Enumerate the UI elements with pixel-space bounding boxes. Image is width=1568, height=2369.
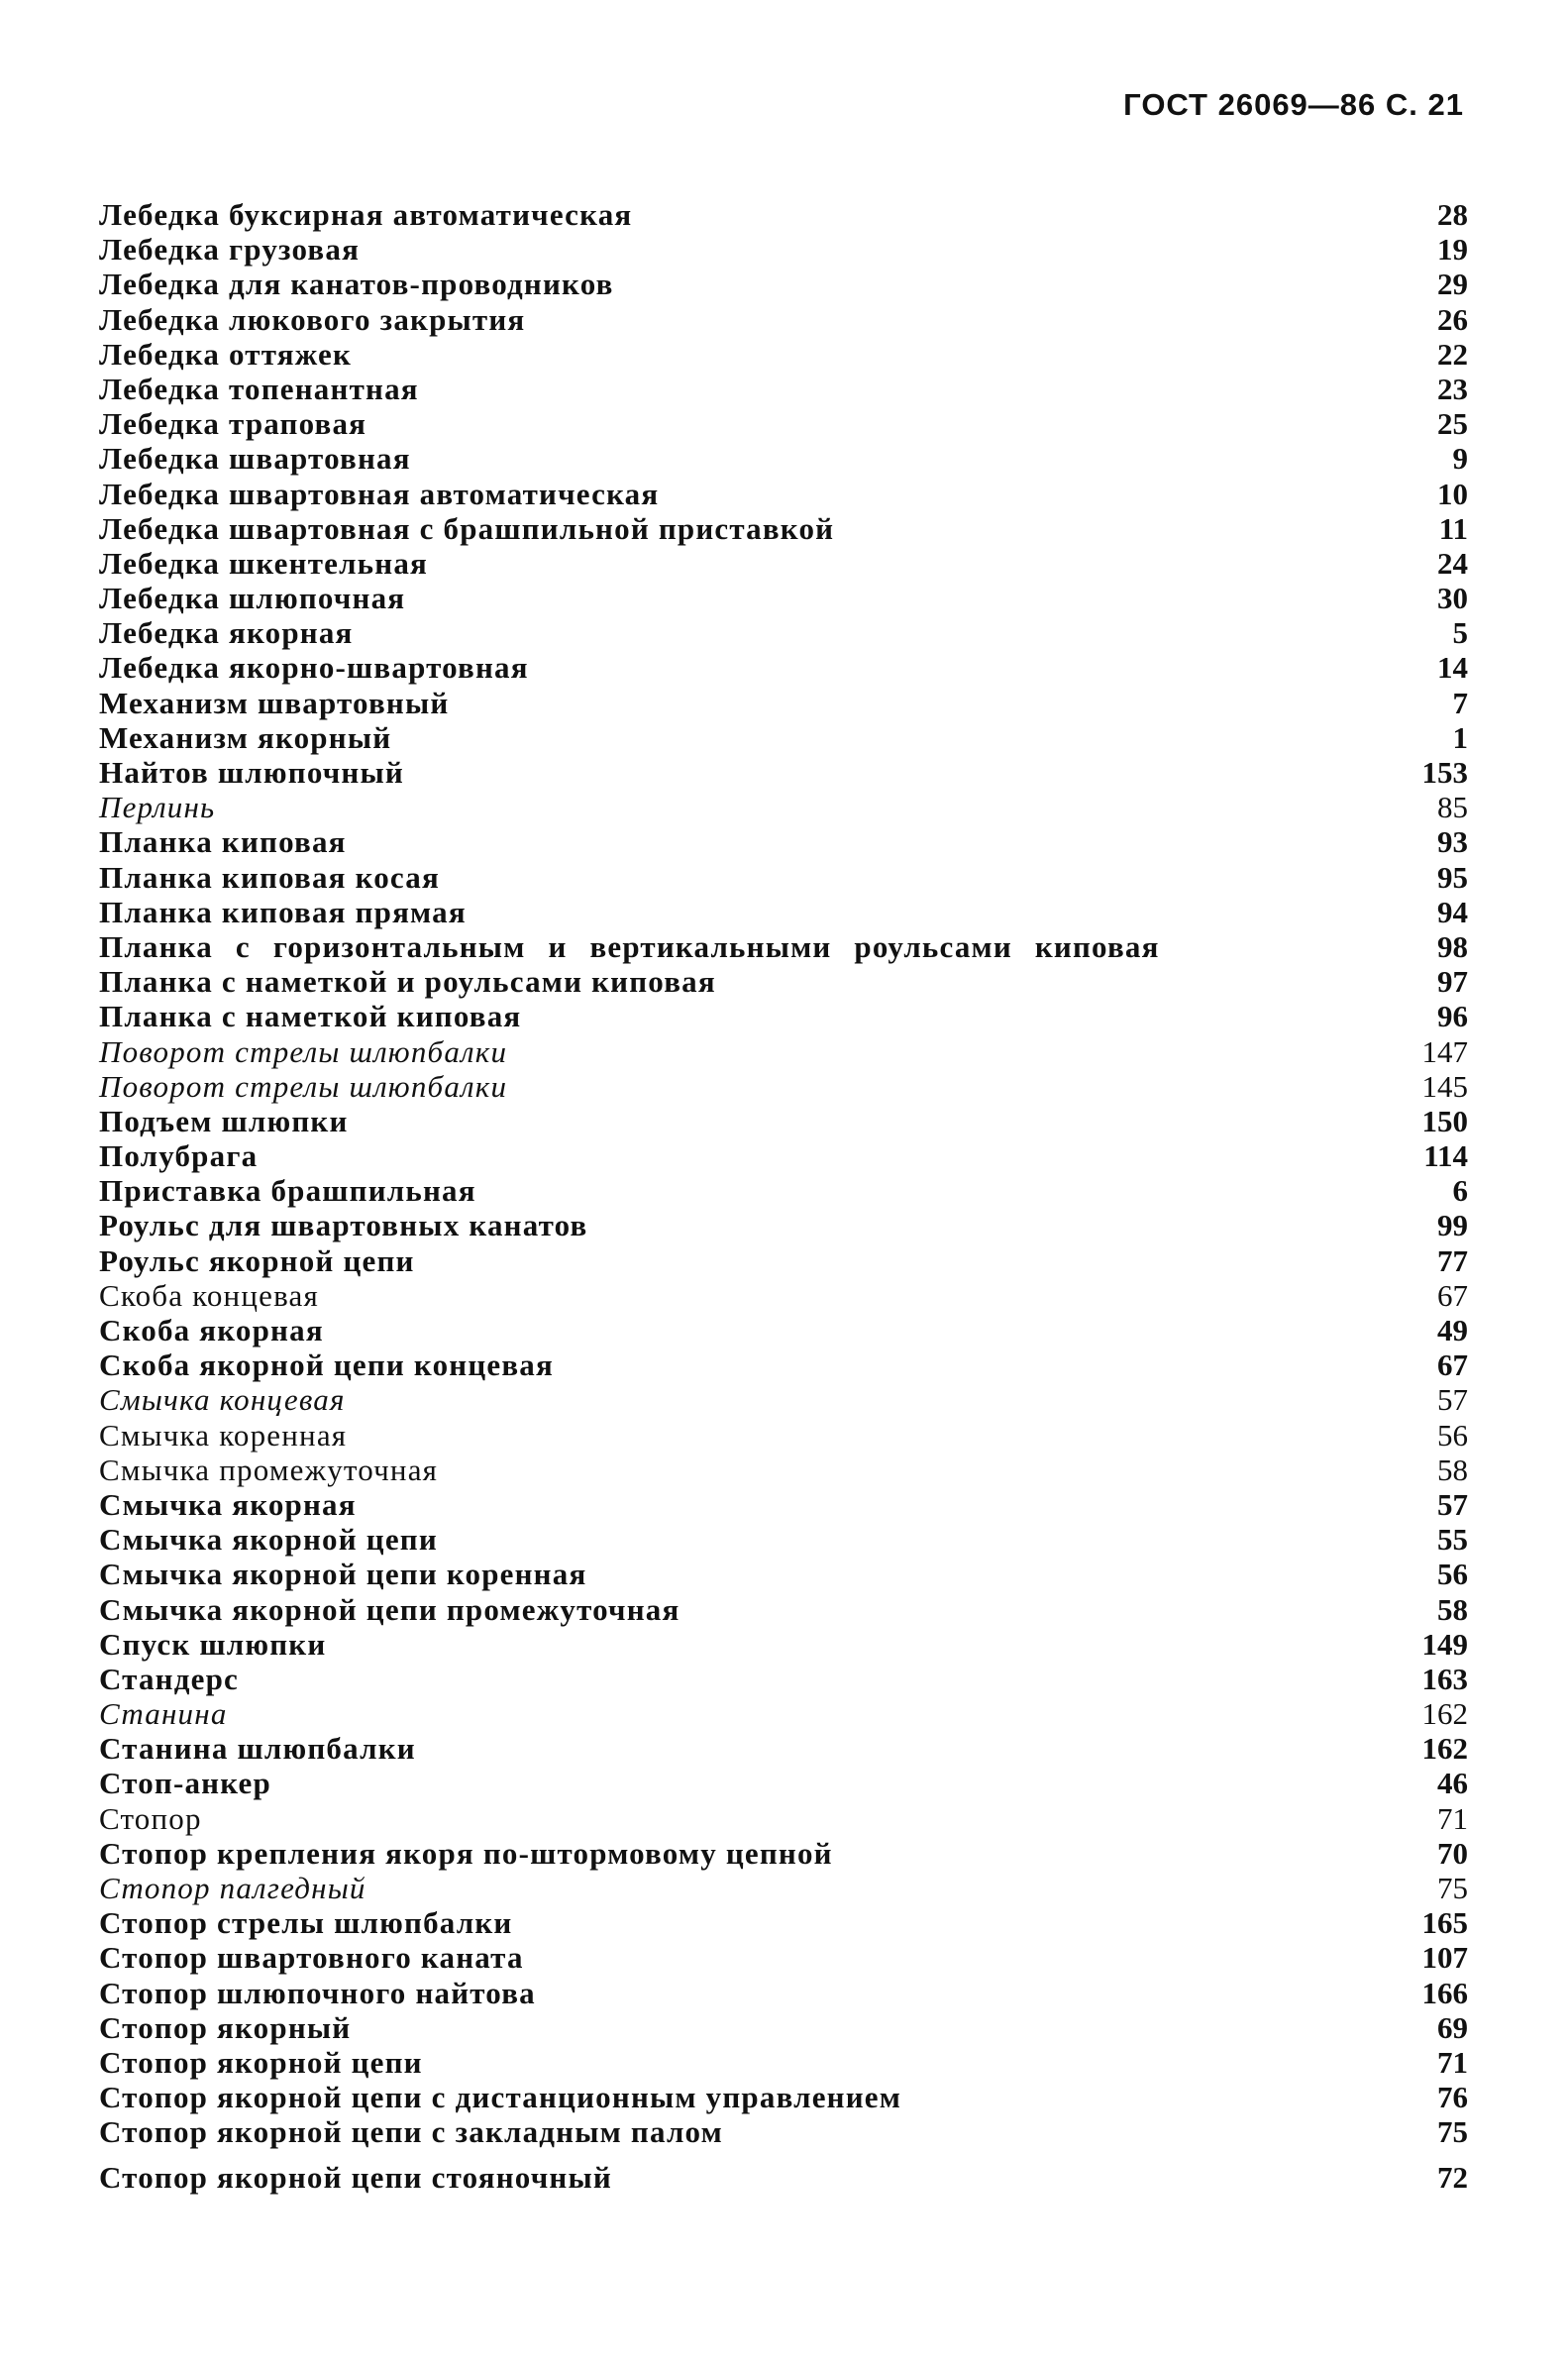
index-entry [99,720,1468,755]
index-term: Лебедка буксирная автоматическая [99,197,633,232]
index-term: Стопор якорной цепи с закладным палом [99,2114,723,2150]
index-entry [99,1034,1468,1069]
index-term: Смычка концевая [99,1382,346,1418]
index-term: Стопор якорной цепи [99,2044,423,2080]
index-term: Поворот стрелы шлюпбалки [99,1068,508,1104]
index-term: Лебедка шкентельная [99,545,428,581]
index-number: 30 [1437,581,1468,616]
index-term: Стоп-анкер [99,1766,271,1801]
index-term: Смычка якорной цепи [99,1522,438,1558]
index-entry [99,1801,1468,1836]
index-number: 145 [1421,1068,1468,1104]
index-entry [99,1905,1468,1940]
index-entry [99,1662,1468,1696]
index-entry [99,1487,1468,1522]
index-number: 166 [1421,1975,1468,2010]
index-number: 49 [1437,1313,1468,1347]
index-number: 56 [1437,1417,1468,1453]
index-number: 57 [1437,1382,1468,1418]
index-entry [99,1836,1468,1871]
index-term: Лебедка топенантная [99,371,419,406]
index-term: Станина шлюпбалки [99,1731,416,1767]
index-number: 96 [1437,999,1468,1034]
index-term: Полубрага [99,1138,259,1174]
index-number: 77 [1437,1242,1468,1278]
page-header: ГОСТ 26069—86 С. 21 [1123,87,1464,122]
index-number: 162 [1421,1731,1468,1767]
index-number: 19 [1437,232,1468,268]
index-number: 7 [1452,685,1468,720]
index-entry [99,1627,1468,1662]
index-number: 95 [1437,859,1468,895]
index-term: Стандерс [99,1661,239,1696]
index-number: 24 [1437,545,1468,581]
index-entry [99,511,1468,546]
index-list [99,197,1468,2195]
index-term: Лебедка люкового закрытия [99,301,526,337]
index-entry [99,860,1468,895]
index-number: 57 [1437,1486,1468,1522]
index-number: 28 [1437,197,1468,232]
index-term: Лебедка швартовная с брашпильной приставкой [99,510,835,546]
index-entry [99,1731,1468,1766]
index-number: 58 [1437,1591,1468,1627]
index-term: Приставка брашпильная [99,1173,476,1209]
index-entry [99,1766,1468,1800]
index-number: 75 [1437,1871,1468,1905]
index-term: Спуск шлюпки [99,1626,327,1662]
index-entry [99,1453,1468,1487]
index-number: 56 [1437,1557,1468,1592]
index-term: Лебедка якорно-швартовная [99,650,529,686]
index-term: Станина [99,1696,228,1732]
index-number: 165 [1421,1905,1468,1941]
index-term: Смычка якорной цепи промежуточная [99,1591,680,1627]
index-entry [99,1696,1468,1731]
index-term: Планка киповая прямая [99,894,467,929]
index-term: Стопор крепления якоря по-штормовому цепной [99,1835,833,1871]
index-term: Планка с горизонтальным и вертикальными роульсами киповая [99,928,1160,964]
index-number: 9 [1452,441,1468,477]
index-number: 11 [1438,510,1468,546]
index-entry [99,1592,1468,1627]
index-entry [99,1382,1468,1417]
index-number: 23 [1437,371,1468,406]
index-term: Планка с наметкой киповая [99,999,522,1034]
index-number: 55 [1437,1522,1468,1558]
index-entry [99,302,1468,337]
index-term: Стопор якорный [99,2009,352,2045]
index-entry [99,895,1468,929]
index-entry [99,929,1468,964]
index-entry [99,337,1468,372]
index-term: Стопор якорной цепи стояночный [99,2159,612,2195]
index-term: Смычка якорной цепи коренная [99,1557,587,1592]
index-term: Стопор якорной цепи с дистанционным управлением [99,2080,902,2115]
index-term: Стопор швартовного каната [99,1940,524,1976]
index-number: 163 [1421,1661,1468,1696]
index-number: 71 [1437,2044,1468,2080]
index-entry [99,1976,1468,2010]
index-number: 14 [1437,650,1468,686]
index-number: 69 [1437,2009,1468,2045]
index-number: 25 [1437,406,1468,442]
index-number: 10 [1437,476,1468,511]
index-number: 67 [1437,1277,1468,1313]
index-term: Смычка промежуточная [99,1452,439,1487]
index-term: Планка киповая косая [99,859,440,895]
index-entry [99,197,1468,232]
index-entry [99,2160,1468,2195]
index-term: Скоба концевая [99,1277,319,1313]
index-term: Стопор [99,1800,202,1836]
index-entry [99,824,1468,859]
index-number: 71 [1437,1800,1468,1836]
index-number: 76 [1437,2080,1468,2115]
index-entry [99,1522,1468,1557]
index-entry [99,1069,1468,1104]
index-term: Смычка якорная [99,1486,357,1522]
index-term: Поворот стрелы шлюпбалки [99,1033,508,1069]
index-term: Стопор стрелы шлюпбалки [99,1905,513,1941]
index-term: Механизм якорный [99,719,392,755]
index-entry [99,686,1468,720]
index-entry [99,1278,1468,1313]
index-term: Стопор палгедный [99,1871,366,1905]
index-entry [99,441,1468,476]
index-number: 107 [1421,1940,1468,1976]
index-entry [99,999,1468,1033]
index-entry [99,1138,1468,1173]
index-term: Скоба якорная [99,1313,324,1347]
index-number: 58 [1437,1452,1468,1487]
index-number: 114 [1423,1138,1468,1174]
index-entry [99,755,1468,790]
index-number: 1 [1452,719,1468,755]
index-term: Перлинь [99,790,216,825]
index-term: Лебедка для канатов-проводников [99,267,614,302]
index-entry [99,1557,1468,1591]
index-entry [99,615,1468,650]
index-term: Лебедка траповая [99,406,367,442]
index-entry [99,2010,1468,2045]
index-number: 75 [1437,2114,1468,2150]
index-term: Планка с наметкой и роульсами киповая [99,964,716,1000]
index-number: 85 [1437,790,1468,825]
index-entry [99,372,1468,406]
index-entry [99,1313,1468,1347]
index-term: Роульс для швартовных канатов [99,1208,588,1243]
index-term: Подъем шлюпки [99,1103,349,1138]
index-number: 70 [1437,1835,1468,1871]
index-entry [99,1104,1468,1138]
index-entry [99,2045,1468,2080]
index-number: 26 [1437,301,1468,337]
index-number: 72 [1437,2159,1468,2195]
index-term: Найтов шлюпочный [99,755,404,790]
index-term: Стопор шлюпочного найтова [99,1975,536,2010]
index-number: 94 [1437,894,1468,929]
index-entry [99,1347,1468,1382]
index-entry [99,2114,1468,2149]
index-number: 153 [1421,755,1468,790]
index-number: 46 [1437,1766,1468,1801]
index-number: 99 [1437,1208,1468,1243]
index-term: Механизм швартовный [99,685,450,720]
index-term: Лебедка шлюпочная [99,581,406,616]
index-entry [99,477,1468,511]
index-term: Роульс якорной цепи [99,1242,415,1278]
index-term: Смычка коренная [99,1417,348,1453]
index-number: 97 [1437,964,1468,1000]
index-term: Лебедка якорная [99,615,354,651]
index-number: 5 [1452,615,1468,651]
index-entry [99,232,1468,267]
index-entry [99,1208,1468,1242]
index-number: 147 [1421,1033,1468,1069]
index-term: Лебедка грузовая [99,232,361,268]
index-number: 29 [1437,267,1468,302]
index-entry [99,1418,1468,1453]
index-term: Лебедка швартовная [99,441,411,477]
index-entry [99,2080,1468,2114]
index-entry [99,1173,1468,1208]
index-number: 98 [1437,928,1468,964]
index-number: 93 [1437,824,1468,860]
index-entry [99,1243,1468,1278]
index-entry [99,790,1468,824]
index-number: 22 [1437,336,1468,372]
index-number: 6 [1452,1173,1468,1209]
index-entry [99,1871,1468,1905]
index-term: Планка киповая [99,824,347,860]
index-entry [99,1940,1468,1975]
index-number: 149 [1421,1626,1468,1662]
index-entry [99,964,1468,999]
index-number: 162 [1421,1696,1468,1732]
index-term: Скоба якорной цепи концевая [99,1347,554,1383]
index-entry [99,581,1468,615]
index-entry [99,406,1468,441]
index-entry [99,546,1468,581]
index-entry [99,650,1468,685]
index-term: Лебедка оттяжек [99,336,353,372]
index-number: 150 [1421,1103,1468,1138]
index-number: 67 [1437,1347,1468,1383]
index-entry [99,267,1468,301]
index-term: Лебедка швартовная автоматическая [99,476,660,511]
